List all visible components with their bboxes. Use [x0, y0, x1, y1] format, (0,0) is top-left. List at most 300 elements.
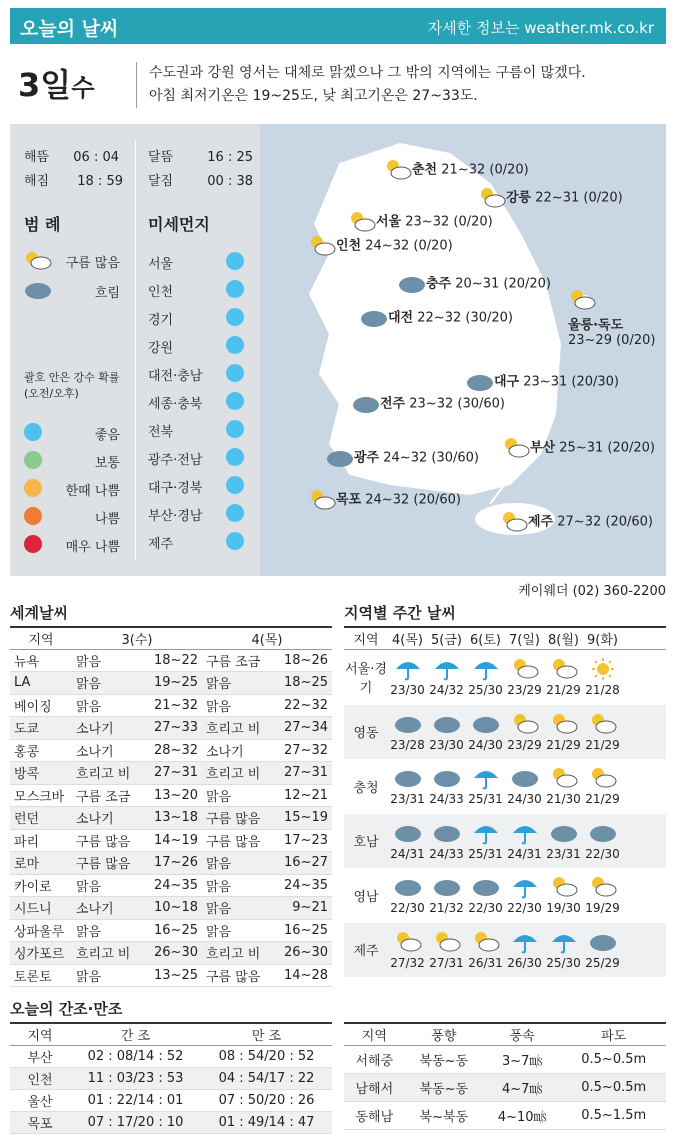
weekly-temp: 23/31	[390, 792, 425, 807]
table-cell: 18~25	[280, 672, 332, 695]
weekly-temp: 21/30	[546, 792, 581, 807]
table-cell: 18~22	[144, 649, 202, 672]
table-cell: 맑음	[202, 784, 280, 807]
table-cell: 13~18	[144, 807, 202, 830]
dust-region-row	[148, 393, 248, 412]
dust-face-icon	[24, 535, 42, 553]
table-cell: 맑음	[72, 672, 144, 695]
cloudy-icon	[472, 875, 500, 899]
map-city-temp: 22~31 (0/20)	[535, 190, 623, 206]
dust-region-name: 대구·경북	[148, 481, 203, 496]
map-city-name: 제주	[528, 514, 554, 530]
partly-cloudy-icon	[589, 875, 617, 899]
weekly-day-cell	[583, 657, 622, 697]
table-cell: 소나기	[72, 807, 144, 830]
map-city	[502, 436, 655, 460]
partly-cloudy-icon	[24, 250, 52, 270]
umbrella-icon	[472, 657, 500, 681]
sunset-row	[24, 170, 123, 189]
cloudy-icon	[433, 766, 461, 790]
table-cell: 08 : 54/20 : 52	[201, 1045, 332, 1067]
umbrella-icon	[433, 657, 461, 681]
map-city-temp: 21~32 (0/20)	[441, 162, 529, 178]
map-city-temp: 22~32 (30/20)	[417, 310, 513, 326]
dust-face-icon	[226, 532, 244, 550]
table-cell: 소나기	[72, 897, 144, 920]
cloudy-icon	[433, 875, 461, 899]
table-cell: 구름 많음	[72, 852, 144, 875]
table-cell: 구름 많음	[202, 964, 280, 987]
table-cell: 4~7㎧	[483, 1073, 561, 1101]
table-cell: 흐리고 비	[202, 942, 280, 965]
weekly-temp: 26/31	[468, 955, 503, 970]
dust-face-icon	[226, 252, 244, 270]
weekly-day-cell	[427, 766, 466, 806]
table-row	[10, 964, 332, 987]
table-cell: 상파울루	[10, 919, 72, 942]
map-city	[398, 272, 551, 296]
table-cell: 07 : 17/20 : 10	[70, 1111, 201, 1133]
cloudy-icon	[326, 446, 354, 470]
table-cell: 27~31	[144, 762, 202, 785]
table-cell: LA	[10, 672, 72, 695]
table-row	[10, 694, 332, 717]
weekly-day-cell	[388, 930, 427, 970]
moonset-row	[148, 170, 253, 189]
table-cell: 흐리고 비	[202, 717, 280, 740]
dust-face-icon	[226, 448, 244, 466]
weekly-temp: 19/30	[546, 901, 581, 916]
dust-level-label: 매우 나쁨	[65, 540, 120, 555]
col-header: 지역	[10, 1023, 70, 1045]
weekly-day-cell	[544, 930, 583, 970]
table-cell: 북~북동	[405, 1101, 483, 1129]
table-cell: 흐리고 비	[72, 942, 144, 965]
partly-cloudy-icon	[550, 875, 578, 899]
weekly-day-cell	[388, 766, 427, 806]
sunrise-label: 해뜸	[24, 150, 50, 165]
dust-level-label: 나쁨	[94, 512, 120, 527]
weekly-day-cell	[427, 930, 466, 970]
map-city	[568, 288, 655, 348]
table-cell: 0.5~0.5m	[561, 1073, 666, 1101]
moonrise-row	[148, 146, 253, 165]
weekly-temp: 23/31	[546, 846, 581, 861]
weekly-day-cell	[544, 712, 583, 752]
table-cell: 시드니	[10, 897, 72, 920]
table-cell: 소나기	[202, 739, 280, 762]
table-cell: 소나기	[72, 717, 144, 740]
weekly-temp: 23/29	[507, 683, 542, 698]
weekly-temp: 21/29	[585, 792, 620, 807]
tide-table	[10, 1022, 332, 1134]
table-cell: 맑음	[202, 852, 280, 875]
umbrella-icon	[472, 766, 500, 790]
weekly-forecast	[344, 626, 666, 977]
table-cell: 맑음	[202, 919, 280, 942]
table-cell: 맑음	[202, 874, 280, 897]
weekly-temp: 23/30	[390, 683, 425, 698]
table-cell: 11 : 03/23 : 53	[70, 1067, 201, 1089]
weekly-region: 서울·경기	[345, 662, 387, 697]
weekly-day-cell	[388, 875, 427, 915]
map-city-temp: 25~31 (20/20)	[559, 440, 655, 456]
table-cell: 구름 많음	[202, 807, 280, 830]
table-row	[10, 762, 332, 785]
table-cell: 맑음	[72, 964, 144, 987]
legend-note: 괄호 안은 강수 확률 (오전/오후)	[24, 371, 120, 400]
table-cell: 파리	[10, 829, 72, 852]
dust-region-row	[148, 477, 248, 496]
dust-region-row	[148, 533, 248, 552]
weekly-row	[344, 705, 666, 760]
cloudy-icon	[589, 930, 617, 954]
moonset-time: 00 : 38	[207, 174, 253, 189]
legend-label: 흐림	[94, 286, 120, 301]
map-city-temp: 23~32 (0/20)	[405, 214, 493, 230]
table-cell: 인천	[10, 1067, 70, 1089]
table-row	[10, 852, 332, 875]
table-row	[10, 784, 332, 807]
credit: 케이웨더 (02) 360-2200	[518, 584, 666, 599]
weekly-temp: 21/28	[585, 683, 620, 698]
weekly-day-cell	[505, 712, 544, 752]
dust-region-row	[148, 253, 248, 272]
weekly-row	[344, 759, 666, 814]
world-title: 세계날씨	[10, 604, 68, 622]
umbrella-icon	[511, 875, 539, 899]
dust-region-row	[148, 505, 248, 524]
partly-cloudy-icon	[308, 234, 336, 258]
sunrise-time: 06 : 04	[73, 150, 119, 165]
table-cell: 구름 많음	[72, 829, 144, 852]
weekly-row	[344, 868, 666, 923]
dust-face-icon	[226, 504, 244, 522]
table-cell: 17~26	[144, 852, 202, 875]
umbrella-icon	[394, 657, 422, 681]
weekly-col-header: 5(금)	[431, 633, 462, 648]
partly-cloudy-icon	[500, 510, 528, 534]
dust-region-name: 인천	[148, 285, 174, 300]
weekly-day-cell	[583, 712, 622, 752]
dust-level-label: 한때 나쁨	[65, 484, 120, 499]
table-cell: 02 : 08/14 : 52	[70, 1045, 201, 1067]
table-row	[344, 1045, 666, 1073]
dust-region-name: 강원	[148, 341, 174, 356]
date-dow: 수	[71, 74, 95, 102]
sun-icon	[589, 657, 617, 681]
moonrise-label: 달뜸	[148, 150, 174, 165]
table-cell: 24~35	[280, 874, 332, 897]
cloudy-icon	[466, 370, 494, 394]
dust-level-label: 보통	[94, 456, 120, 471]
weekly-temp: 22/30	[468, 901, 503, 916]
partly-cloudy-icon	[589, 766, 617, 790]
table-cell: 홍콩	[10, 739, 72, 762]
weekly-day-cell	[466, 766, 505, 806]
cloudy-icon	[394, 821, 422, 845]
cloudy-icon	[360, 306, 388, 330]
table-cell: 16~25	[144, 919, 202, 942]
table-cell: 26~30	[280, 942, 332, 965]
table-cell: 27~32	[280, 739, 332, 762]
weekly-temp: 21/32	[429, 901, 464, 916]
moonset-label: 달짐	[148, 174, 174, 189]
map-city-name: 대전	[388, 310, 414, 326]
map-city	[500, 510, 653, 534]
dust-region-name: 부산·경남	[148, 509, 203, 524]
table-cell: 10~18	[144, 897, 202, 920]
table-cell: 16~25	[280, 919, 332, 942]
weekly-col-header: 지역	[353, 633, 379, 648]
weekly-title: 지역별 주간 날씨	[344, 604, 456, 622]
table-cell: 맑음	[72, 649, 144, 672]
weekly-day-cell	[505, 930, 544, 970]
weekly-region: 영남	[353, 889, 379, 905]
dust-region-row	[148, 281, 248, 300]
weekly-day-cell	[466, 712, 505, 752]
table-cell: 구름 많음	[202, 829, 280, 852]
table-cell: 도쿄	[10, 717, 72, 740]
map-city	[478, 186, 623, 210]
table-cell: 로마	[10, 852, 72, 875]
table-cell: 27~34	[280, 717, 332, 740]
table-cell: 28~32	[144, 739, 202, 762]
legend-label: 구름 많음	[65, 256, 120, 271]
dust-region-name: 제주	[148, 537, 174, 552]
weekly-day-cell	[466, 821, 505, 861]
dust-region-row	[148, 449, 248, 468]
table-row	[344, 1101, 666, 1129]
summary-line: 아침 최저기온은 19~25도, 낮 최고기온은 27~33도.	[149, 88, 478, 104]
weekly-day-cell	[583, 766, 622, 806]
map-city	[308, 234, 453, 258]
table-row	[10, 1045, 332, 1067]
col-header: 지역	[10, 627, 72, 649]
map-city	[352, 392, 505, 416]
table-row	[10, 829, 332, 852]
dust-face-icon	[24, 507, 42, 525]
dust-region-row	[148, 365, 248, 384]
dust-face-icon	[24, 479, 42, 497]
partly-cloudy-icon	[394, 930, 422, 954]
table-cell: 북동~동	[405, 1073, 483, 1101]
sunset-label: 해짐	[24, 174, 50, 189]
weekly-day-cell	[505, 766, 544, 806]
table-cell: 01 : 22/14 : 01	[70, 1089, 201, 1111]
weekly-temp: 25/30	[546, 955, 581, 970]
map-city-name: 강릉	[506, 190, 532, 206]
dust-face-icon	[226, 392, 244, 410]
weekly-region: 호남	[353, 835, 379, 851]
col-header: 풍향	[405, 1023, 483, 1045]
table-cell: 12~21	[280, 784, 332, 807]
dust-face-icon	[226, 308, 244, 326]
table-cell: 구름 조금	[72, 784, 144, 807]
weekly-day-cell	[544, 657, 583, 697]
umbrella-icon	[550, 930, 578, 954]
sunrise-row	[24, 146, 119, 165]
weekly-temp: 19/29	[585, 901, 620, 916]
dust-face-icon	[226, 336, 244, 354]
table-row	[10, 672, 332, 695]
table-cell: 베이징	[10, 694, 72, 717]
dust-region-row	[148, 309, 248, 328]
map-city	[326, 446, 479, 470]
table-cell: 뉴욕	[10, 649, 72, 672]
summary-line: 수도권과 강원 영서는 대체로 맑겠으나 그 밖의 지역에는 구름이 많겠다.	[149, 65, 586, 81]
col-header: 지역	[344, 1023, 405, 1045]
table-cell: 동해남	[344, 1101, 405, 1129]
table-cell: 18~26	[280, 649, 332, 672]
weekly-col-header: 9(화)	[587, 633, 618, 648]
partly-cloudy-icon	[472, 930, 500, 954]
dust-face-icon	[24, 423, 42, 441]
weekly-day-cell	[427, 712, 466, 752]
cloudy-icon	[511, 766, 539, 790]
dust-region-name: 광주·전남	[148, 453, 203, 468]
dust-face-icon	[226, 476, 244, 494]
weekly-col-header: 8(월)	[548, 633, 579, 648]
table-cell: 14~28	[280, 964, 332, 987]
dust-region-row	[148, 421, 248, 440]
dust-region-name: 경기	[148, 313, 174, 328]
table-cell: 맑음	[202, 694, 280, 717]
table-cell: 맑음	[72, 874, 144, 897]
table-cell: 서해중	[344, 1045, 405, 1073]
weekly-temp: 23/29	[507, 737, 542, 752]
table-row	[10, 874, 332, 897]
header-bar	[10, 8, 666, 44]
table-cell: 북동~동	[405, 1045, 483, 1073]
map-city	[308, 488, 461, 512]
map-city	[360, 306, 513, 330]
weekly-day-cell	[544, 766, 583, 806]
weekly-temp: 27/31	[429, 955, 464, 970]
table-cell: 04 : 54/17 : 22	[201, 1067, 332, 1089]
table-cell: 27~33	[144, 717, 202, 740]
cloudy-icon	[394, 766, 422, 790]
table-cell: 15~19	[280, 807, 332, 830]
weekly-header	[344, 626, 666, 650]
legend-title: 범 례	[24, 215, 61, 234]
partly-cloudy-icon	[589, 712, 617, 736]
table-row	[10, 807, 332, 830]
dust-face-icon	[226, 280, 244, 298]
weekly-temp: 25/31	[468, 846, 503, 861]
table-cell: 모스크바	[10, 784, 72, 807]
table-cell: 16~27	[280, 852, 332, 875]
map-city-name: 울릉·독도	[568, 318, 624, 333]
weekly-day-cell	[583, 821, 622, 861]
table-row	[10, 919, 332, 942]
dust-region-name: 전북	[148, 425, 174, 440]
dust-region-row	[148, 337, 248, 356]
panel-divider	[135, 140, 136, 560]
weekly-temp: 25/29	[585, 955, 620, 970]
map-city-name: 인천	[336, 238, 362, 254]
map-city-temp: 24~32 (20/60)	[365, 492, 461, 508]
map-city-name: 충주	[426, 276, 452, 292]
weekly-temp: 21/29	[546, 737, 581, 752]
table-row	[344, 1073, 666, 1101]
weekly-day-cell	[583, 875, 622, 915]
partly-cloudy-icon	[550, 766, 578, 790]
table-cell: 방콕	[10, 762, 72, 785]
table-cell: 맑음	[202, 672, 280, 695]
weekly-day-cell	[505, 875, 544, 915]
umbrella-icon	[511, 930, 539, 954]
map-city-temp: 23~32 (30/60)	[409, 396, 505, 412]
map-city-name: 춘천	[412, 162, 438, 178]
table-row	[10, 739, 332, 762]
info-link[interactable]: 자세한 정보는 weather.mk.co.kr	[427, 19, 654, 37]
map-city-temp: 23~31 (20/30)	[523, 374, 619, 390]
table-row	[10, 1111, 332, 1133]
table-row	[10, 717, 332, 740]
map-city-temp: 20~31 (20/20)	[455, 276, 551, 292]
weekly-row	[344, 814, 666, 869]
map-city-temp: 23~29 (0/20)	[568, 333, 656, 348]
cloudy-icon	[352, 392, 380, 416]
weekly-temp: 23/30	[429, 737, 464, 752]
partly-cloudy-icon	[550, 712, 578, 736]
table-row	[10, 1067, 332, 1089]
table-cell: 19~25	[144, 672, 202, 695]
weekly-region: 충청	[353, 780, 379, 796]
table-cell: 런던	[10, 807, 72, 830]
weekly-day-cell	[505, 821, 544, 861]
weekly-temp: 24/31	[507, 846, 542, 861]
table-cell: 07 : 50/20 : 26	[201, 1089, 332, 1111]
sea-table	[344, 1022, 666, 1130]
table-cell: 맑음	[202, 897, 280, 920]
weekly-temp: 21/29	[585, 737, 620, 752]
weekly-col-header: 6(토)	[470, 633, 501, 648]
weekly-temp: 24/33	[429, 846, 464, 861]
table-cell: 13~25	[144, 964, 202, 987]
weekly-temp: 24/30	[507, 792, 542, 807]
weekly-temp: 24/30	[468, 737, 503, 752]
weekly-day-cell	[427, 821, 466, 861]
table-cell: 맑음	[72, 919, 144, 942]
weekly-region: 제주	[353, 944, 379, 960]
weekly-day-cell	[427, 875, 466, 915]
weekly-row	[344, 923, 666, 978]
weekly-temp: 26/30	[507, 955, 542, 970]
date-display	[18, 60, 94, 106]
weekly-day-cell	[466, 875, 505, 915]
partly-cloudy-icon	[478, 186, 506, 210]
map-city-name: 목포	[336, 492, 362, 508]
table-cell: 13~20	[144, 784, 202, 807]
cloudy-icon	[589, 821, 617, 845]
weekly-temp: 25/30	[468, 683, 503, 698]
partly-cloudy-icon	[502, 436, 530, 460]
weekly-row	[344, 650, 666, 705]
weekly-day-cell	[544, 875, 583, 915]
umbrella-icon	[472, 821, 500, 845]
table-cell: 22~32	[280, 694, 332, 717]
dust-region-name: 대전·충남	[148, 369, 203, 384]
map-city	[348, 210, 493, 234]
weekly-day-cell	[427, 657, 466, 697]
col-header: 만 조	[201, 1023, 332, 1045]
tide-title: 오늘의 간조·만조	[10, 1000, 123, 1018]
partly-cloudy-icon	[308, 488, 336, 512]
table-cell: 3~7㎧	[483, 1045, 561, 1073]
dust-face-icon	[226, 420, 244, 438]
